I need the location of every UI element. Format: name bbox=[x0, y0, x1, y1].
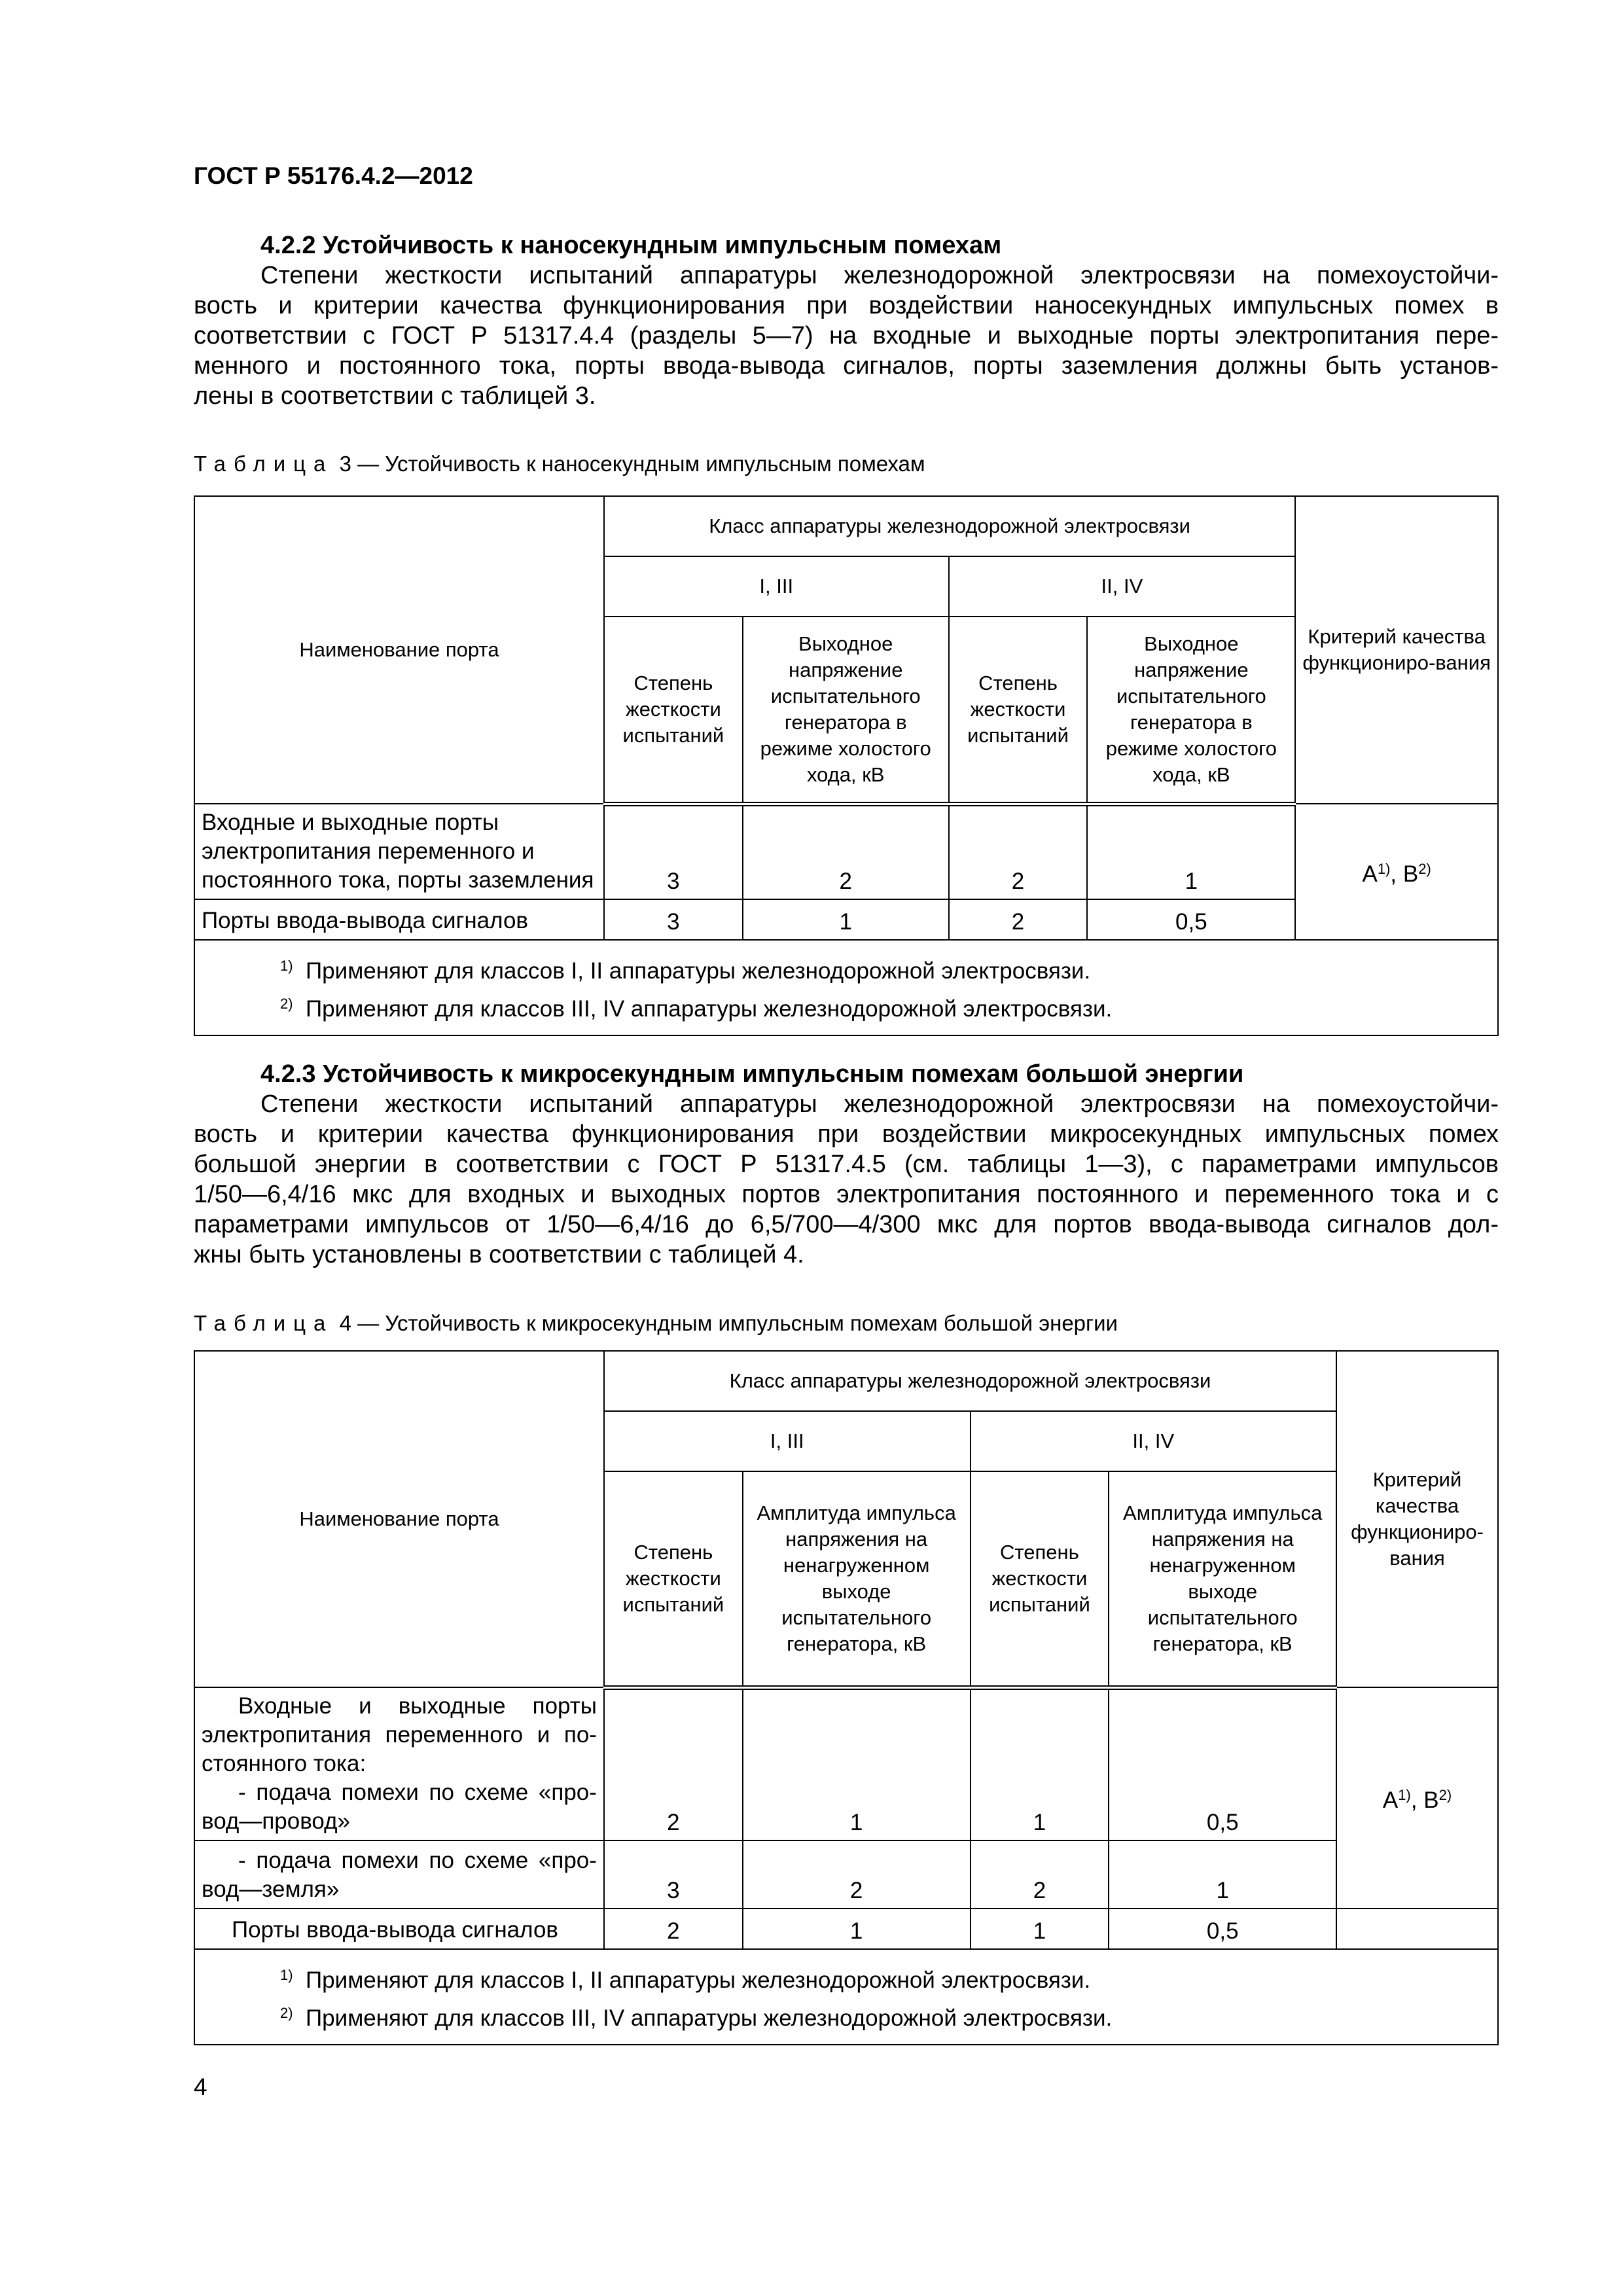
paragraph-line: параметрами импульсов от 1/50—6,4/16 до 6,5/700—4/300 мкс для портов ввода-вывода сигналов дол- bbox=[194, 1211, 1499, 1238]
paragraph-line: вость и критерии качества функционирования при воздействии наносекундных импульсных помех в bbox=[194, 292, 1499, 319]
table-footnotes bbox=[194, 1949, 1498, 2045]
table-cell: 1 bbox=[971, 1909, 1109, 1949]
table-cell: 1 bbox=[971, 1687, 1109, 1840]
section-paragraph-4-2-2 bbox=[194, 260, 1499, 411]
table-cell: 1 bbox=[743, 899, 949, 940]
table-cell: 2 bbox=[949, 804, 1088, 899]
table-cell: 0,5 bbox=[1087, 899, 1295, 940]
page-number: 4 bbox=[194, 2073, 207, 2100]
table-4-caption bbox=[194, 1311, 1118, 1336]
section-paragraph-4-2-3 bbox=[194, 1089, 1499, 1270]
table-cell: 2 bbox=[743, 804, 949, 899]
table-row-port: Входные и выходные порты электропитания переменного и постоянного тока, порты заземления bbox=[194, 804, 604, 899]
paragraph-line: 1/50—6,4/16 мкс для входных и выходных портов электропитания постоянного и переменного тока и с bbox=[194, 1181, 1499, 1208]
paragraph-line: Степени жесткости испытаний аппаратуры железнодорожной электросвязи на помехоустойчи- bbox=[260, 262, 1499, 289]
table-cell: 2 bbox=[604, 1909, 743, 1949]
caption-label: Таблица bbox=[194, 1311, 334, 1335]
table-cell: 2 bbox=[743, 1840, 971, 1909]
header-class: Класс аппаратуры железнодорожной электросвязи bbox=[604, 496, 1295, 556]
header-amplitude: Амплитуда импульса напряжения на ненагруженном выходе испытательного генератора, кВ bbox=[1109, 1471, 1336, 1687]
header-port-name: Наименование порта bbox=[194, 1351, 604, 1687]
header-degree: Степень жесткости испытаний bbox=[604, 1471, 743, 1687]
table-cell: 2 bbox=[604, 1687, 743, 1840]
header-degree: Степень жесткости испытаний bbox=[604, 617, 743, 804]
caption-text: 3 — Устойчивость к наносекундным импульсным помехам bbox=[339, 452, 925, 476]
document-id: ГОСТ Р 55176.4.2—2012 bbox=[194, 162, 473, 189]
criterion-cell-empty bbox=[1336, 1909, 1498, 1949]
paragraph-line: соответствии с ГОСТ Р 51317.4.4 (разделы 5—7) на входные и выходные порты электропитания пере- bbox=[194, 322, 1499, 350]
table-row-port: Порты ввода-вывода сигналов bbox=[194, 1909, 604, 1949]
header-criterion: Критерий качества функциониро-вания bbox=[1336, 1351, 1498, 1687]
footnote-2: $^{2)}$ Применяют для классов III, IV аппаратуры железнодорожной электросвязи. bbox=[280, 2005, 1113, 2031]
header-group-i-iii: I, III bbox=[604, 1411, 971, 1471]
header-degree: Степень жесткости испытаний bbox=[949, 617, 1088, 804]
header-criterion: Критерий качества функциониро-вания bbox=[1295, 496, 1498, 804]
table-footnotes bbox=[194, 940, 1498, 1035]
paragraph-line: лены в соответствии с таблицей 3. bbox=[194, 382, 596, 410]
criterion-cell: $А^{1)}$, $В^{2)}$ bbox=[1295, 804, 1498, 940]
paragraph-line: менного и постоянного тока, порты ввода-вывода сигналов, порты заземления должны быть установ- bbox=[194, 352, 1499, 380]
table-3-caption bbox=[194, 452, 925, 476]
table-cell: 3 bbox=[604, 804, 743, 899]
table-row-port: - подача помехи по схеме «про- вод—земля» bbox=[194, 1840, 604, 1909]
table-cell: 3 bbox=[604, 899, 743, 940]
header-degree: Степень жесткости испытаний bbox=[971, 1471, 1109, 1687]
footnote-1: $^{1)}$ Применяют для классов I, II аппаратуры железнодорожной электросвязи. bbox=[280, 958, 1091, 984]
table-cell: 1 bbox=[743, 1687, 971, 1840]
header-port-name: Наименование порта bbox=[194, 496, 604, 804]
header-voltage: Выходное напряжение испытательного генератора в режиме холостого хода, кВ bbox=[1087, 617, 1295, 804]
table-cell: 3 bbox=[604, 1840, 743, 1909]
table-cell: 1 bbox=[1109, 1840, 1336, 1909]
section-title-4-2-2: 4.2.2 Устойчивость к наносекундным импульсным помехам bbox=[260, 232, 1002, 259]
table-cell: 0,5 bbox=[1109, 1687, 1336, 1840]
paragraph-line: большой энергии в соответствии с ГОСТ Р 51317.4.5 (см. таблицы 1—3), с параметрами импульсов bbox=[194, 1151, 1499, 1178]
header-group-i-iii: I, III bbox=[604, 556, 949, 617]
paragraph-line: вость и критерии качества функционирования при воздействии микросекундных импульсных помех bbox=[194, 1121, 1499, 1148]
table-row-port: Входные и выходные порты электропитания переменного и по- стоянного тока: - подача помехи по схеме «про- вод—провод» bbox=[194, 1687, 604, 1840]
caption-label: Таблица bbox=[194, 452, 334, 476]
footnote-2: $^{2)}$ Применяют для классов III, IV аппаратуры железнодорожной электросвязи. bbox=[280, 996, 1113, 1022]
table-cell: 1 bbox=[743, 1909, 971, 1949]
header-class: Класс аппаратуры железнодорожной электросвязи bbox=[604, 1351, 1336, 1411]
table-4 bbox=[194, 1350, 1499, 2045]
paragraph-line: жны быть установлены в соответствии с таблицей 4. bbox=[194, 1241, 804, 1268]
section-title-4-2-3: 4.2.3 Устойчивость к микросекундным импульсным помехам большой энергии bbox=[260, 1060, 1244, 1088]
header-voltage: Выходное напряжение испытательного генератора в режиме холостого хода, кВ bbox=[743, 617, 949, 804]
criterion-cell: $А^{1)}$, $В^{2)}$ bbox=[1336, 1687, 1498, 1909]
table-3 bbox=[194, 495, 1499, 1036]
header-group-ii-iv: II, IV bbox=[971, 1411, 1337, 1471]
table-cell: 2 bbox=[949, 899, 1088, 940]
table-cell: 1 bbox=[1087, 804, 1295, 899]
footnote-1: $^{1)}$ Применяют для классов I, II аппаратуры железнодорожной электросвязи. bbox=[280, 1967, 1091, 1993]
table-cell: 0,5 bbox=[1109, 1909, 1336, 1949]
caption-text: 4 — Устойчивость к микросекундным импульсным помехам большой энергии bbox=[339, 1311, 1118, 1335]
header-group-ii-iv: II, IV bbox=[949, 556, 1296, 617]
header-amplitude: Амплитуда импульса напряжения на ненагруженном выходе испытательного генератора, кВ bbox=[743, 1471, 971, 1687]
table-cell: 2 bbox=[971, 1840, 1109, 1909]
table-row-port: Порты ввода-вывода сигналов bbox=[194, 899, 604, 940]
paragraph-line: Степени жесткости испытаний аппаратуры железнодорожной электросвязи на помехоустойчи- bbox=[260, 1090, 1499, 1118]
